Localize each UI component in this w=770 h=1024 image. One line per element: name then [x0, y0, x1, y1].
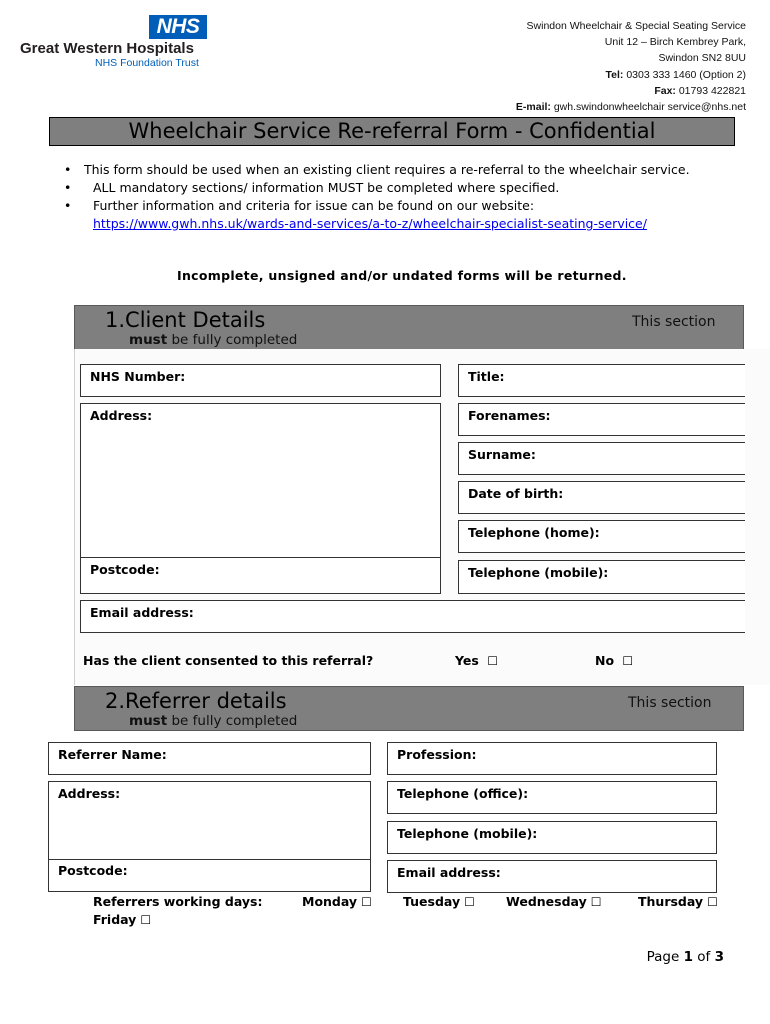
org-name: Great Western Hospitals	[20, 40, 194, 57]
contact-fax: Fax: 01793 422821	[654, 84, 746, 97]
referrer-tel-mobile-field[interactable]: Telephone (mobile):	[387, 821, 717, 854]
instructions-list	[62, 161, 712, 233]
forenames-field[interactable]: Forenames:	[458, 403, 745, 436]
client-address-field[interactable]: Address: Postcode:	[80, 403, 441, 594]
referrer-postcode-label: Postcode:	[58, 863, 128, 878]
contact-phone: Tel: 0303 333 1460 (Option 2)	[605, 68, 746, 81]
thursday-checkbox[interactable]: ☐	[707, 895, 718, 909]
day-friday[interactable]: Friday ☐	[93, 912, 152, 927]
instruction-item: • Further information and criteria for issue can be found on our website: https://www.gwh.nhs.uk/wards-and-services/a-to-z/wheelchair-specialist-seating-service/	[64, 198, 647, 231]
section1-number: 1.	[105, 308, 126, 332]
consent-question: Has the client consented to this referral?	[83, 653, 374, 668]
section2-note: This section	[628, 695, 712, 711]
warning-text: Incomplete, unsigned and/or undated forms will be returned.	[177, 268, 627, 283]
referrer-name-field[interactable]: Referrer Name:	[48, 742, 371, 775]
section2-header: 2.Referrer details This section must be fully completed	[74, 686, 744, 731]
day-wednesday[interactable]: Wednesday ☐	[506, 894, 602, 909]
friday-checkbox[interactable]: ☐	[140, 913, 152, 927]
tel-office-field[interactable]: Telephone (office):	[387, 781, 717, 814]
instruction-item: • This form should be used when an existing client requires a re-referral to the wheelchair service.	[64, 162, 690, 177]
contact-email: E-mail: gwh.swindonwheelchair service@nhs.net	[515, 101, 746, 114]
day-thursday[interactable]: Thursday ☐	[638, 894, 718, 909]
tuesday-checkbox[interactable]: ☐	[464, 895, 475, 909]
section1-title: Client Details	[125, 308, 266, 332]
form-title: Wheelchair Service Re-referral Form - Confidential	[49, 117, 735, 146]
referrer-address-field[interactable]: Address: Postcode:	[48, 781, 371, 892]
referrer-email-field[interactable]: Email address:	[387, 860, 717, 893]
day-tuesday[interactable]: Tuesday ☐	[403, 894, 475, 909]
working-days-label: Referrers working days:	[93, 894, 263, 909]
wednesday-checkbox[interactable]: ☐	[590, 895, 602, 909]
dob-field[interactable]: Date of birth:	[458, 481, 745, 514]
profession-field[interactable]: Profession:	[387, 742, 717, 775]
day-monday[interactable]: Monday ☐	[302, 894, 372, 909]
org-trust: NHS Foundation Trust	[95, 57, 199, 69]
title-field[interactable]: Title:	[458, 364, 745, 397]
section2-number: 2.	[105, 689, 126, 713]
consent-no-checkbox[interactable]: ☐	[622, 654, 634, 668]
contact-line: Swindon Wheelchair & Special Seating Service	[526, 20, 746, 32]
section2-must: must	[129, 713, 168, 729]
page-number: Page 1 of 3	[646, 949, 724, 965]
consent-yes[interactable]: Yes ☐	[455, 653, 498, 668]
contact-block	[516, 18, 746, 115]
section1-note: This section	[632, 314, 716, 330]
tel-home-field[interactable]: Telephone (home):	[458, 520, 745, 553]
section2-title: Referrer details	[125, 689, 287, 713]
consent-no[interactable]: No ☐	[595, 653, 634, 668]
consent-yes-checkbox[interactable]: ☐	[487, 654, 498, 668]
monday-checkbox[interactable]: ☐	[361, 895, 372, 909]
client-postcode-label: Postcode:	[90, 562, 160, 577]
nhs-logo: NHS	[149, 15, 207, 39]
nhs-number-field[interactable]: NHS Number:	[80, 364, 441, 397]
instruction-item: • ALL mandatory sections/ information MUST be completed where specified.	[64, 180, 560, 195]
section1-must: must	[129, 332, 168, 348]
website-link[interactable]: https://www.gwh.nhs.uk/wards-and-services/a-to-z/wheelchair-specialist-seating-service/	[93, 216, 647, 231]
contact-line: Unit 12 – Birch Kembrey Park,	[604, 36, 746, 49]
client-email-field[interactable]: Email address:	[80, 600, 745, 633]
surname-field[interactable]: Surname:	[458, 442, 745, 475]
section1-header: 1.Client Details This section must be fully completed	[74, 305, 744, 350]
contact-line: Swindon SN2 8UU	[658, 52, 746, 65]
tel-mobile-field[interactable]: Telephone (mobile):	[458, 560, 745, 594]
